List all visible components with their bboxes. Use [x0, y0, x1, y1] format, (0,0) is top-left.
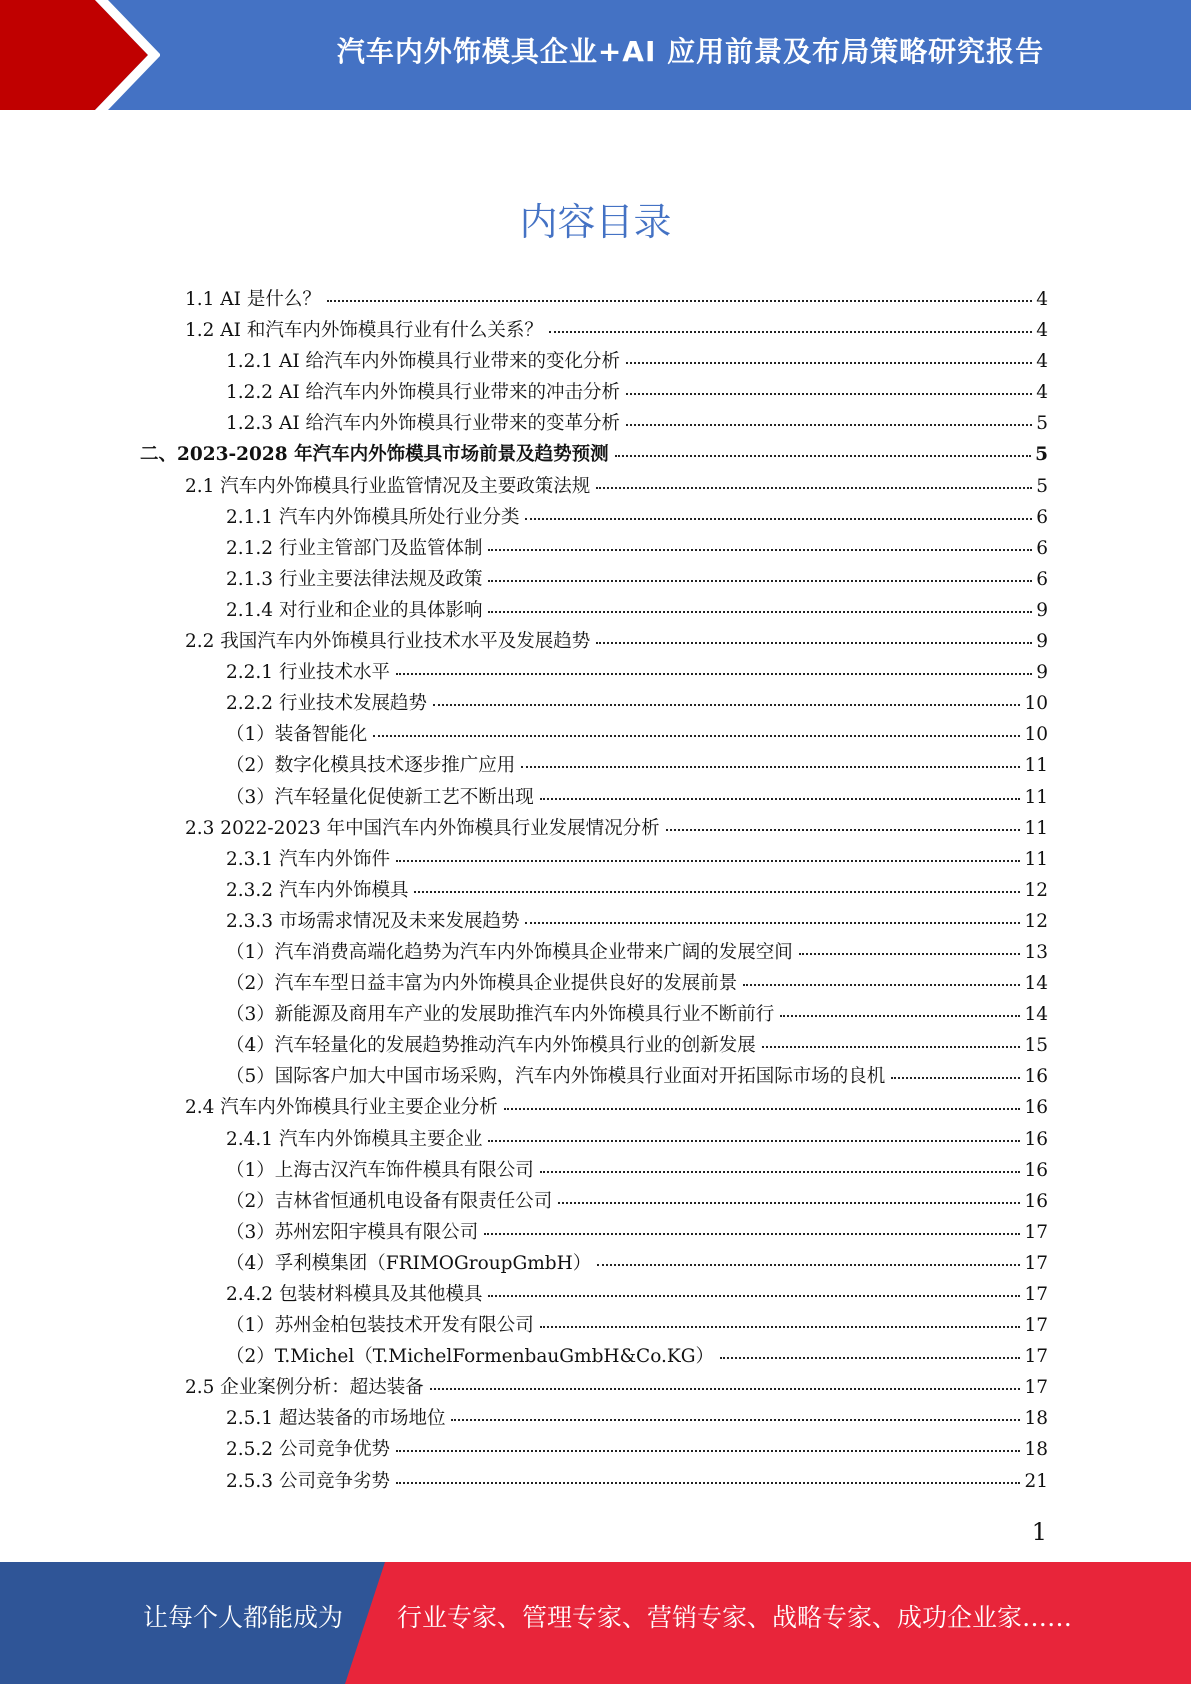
- toc-entry[interactable]: [140, 1435, 1048, 1466]
- toc-entry-title: 2.1.2 行业主管部门及监管体制: [226, 537, 483, 559]
- toc-entry[interactable]: [140, 1187, 1048, 1218]
- toc-entry-title: 2.2.2 行业技术发展趋势: [226, 693, 427, 715]
- toc-entry-page: 11: [1024, 786, 1048, 808]
- toc-entry-page: 11: [1024, 755, 1048, 777]
- toc-entry[interactable]: [140, 938, 1048, 969]
- header-arrow-decoration: [0, 0, 160, 110]
- toc-entry[interactable]: [140, 1249, 1048, 1280]
- table-of-contents: [140, 285, 1048, 1498]
- toc-entry-page: 14: [1024, 1004, 1048, 1026]
- report-title: 汽车内外饰模具企业+AI 应用前景及布局策略研究报告: [336, 35, 1045, 68]
- toc-entry-page: 6: [1036, 506, 1048, 528]
- toc-entry-page: 17: [1024, 1315, 1048, 1337]
- toc-entry-title: （2）T.Michel（T.MichelFormenbauGmbH&Co.KG）: [226, 1346, 714, 1368]
- toc-entry-title: 2.3.1 汽车内外饰件: [226, 848, 390, 870]
- toc-entry-title: （5）国际客户加大中国市场采购，汽车内外饰模具行业面对开拓国际市场的良机: [226, 1066, 886, 1088]
- toc-leader-dots: [521, 766, 1020, 768]
- toc-leader-dots: [891, 1077, 1020, 1079]
- toc-entry-title: （4）孚利模集团（FRIMOGroupGmbH）: [226, 1252, 592, 1274]
- toc-leader-dots: [488, 580, 1032, 582]
- toc-leader-dots: [451, 1419, 1020, 1421]
- toc-entry-page: 17: [1024, 1221, 1048, 1243]
- toc-entry-page: 5: [1036, 413, 1048, 435]
- toc-entry[interactable]: [140, 472, 1048, 503]
- toc-entry-title: 1.2.3 AI 给汽车内外饰模具行业带来的变革分析: [226, 413, 621, 435]
- toc-entry[interactable]: [140, 1093, 1048, 1124]
- toc-entry[interactable]: [140, 783, 1048, 814]
- toc-entry-page: 21: [1024, 1470, 1048, 1492]
- toc-entry[interactable]: [140, 378, 1048, 409]
- toc-leader-dots: [484, 1233, 1020, 1235]
- toc-entry[interactable]: [140, 876, 1048, 907]
- toc-entry-page: 18: [1024, 1408, 1048, 1430]
- toc-entry[interactable]: [140, 409, 1048, 440]
- toc-entry-title: 2.2.1 行业技术水平: [226, 662, 390, 684]
- toc-entry-page: 18: [1024, 1439, 1048, 1461]
- toc-leader-dots: [597, 1264, 1020, 1266]
- toc-entry-page: 9: [1036, 662, 1048, 684]
- toc-entry-page: 10: [1024, 693, 1048, 715]
- toc-entry-title: 1.2 AI 和汽车内外饰模具行业有什么关系？: [185, 320, 543, 342]
- toc-leader-dots: [433, 704, 1020, 706]
- toc-leader-dots: [327, 300, 1032, 302]
- toc-entry-page: 17: [1024, 1284, 1048, 1305]
- toc-entry[interactable]: [140, 845, 1048, 876]
- toc-entry-title: 2.5.1 超达装备的市场地位: [226, 1408, 446, 1430]
- toc-entry-page: 16: [1024, 1159, 1048, 1181]
- toc-entry-title: 1.2.2 AI 给汽车内外饰模具行业带来的冲击分析: [226, 382, 621, 404]
- toc-leader-dots: [488, 1140, 1020, 1142]
- toc-leader-dots: [525, 922, 1020, 924]
- toc-entry-title: 1.1 AI 是什么？: [185, 289, 321, 310]
- toc-leader-dots: [414, 891, 1020, 893]
- toc-leader-dots: [596, 642, 1032, 644]
- toc-entry-page: 11: [1024, 817, 1048, 839]
- toc-entry-title: 2.1.4 对行业和企业的具体影响: [226, 599, 483, 621]
- toc-entry-page: 4: [1036, 320, 1048, 342]
- toc-leader-dots: [596, 487, 1032, 489]
- toc-entry-title: 2.5 企业案例分析：超达装备: [185, 1377, 424, 1399]
- toc-entry[interactable]: [140, 627, 1048, 658]
- toc-entry[interactable]: [140, 969, 1048, 1000]
- toc-leader-dots: [373, 735, 1020, 737]
- toc-leader-dots: [615, 455, 1032, 457]
- toc-leader-dots: [396, 1450, 1020, 1452]
- toc-leader-dots: [720, 1357, 1020, 1359]
- toc-entry[interactable]: [140, 1280, 1048, 1311]
- toc-entry[interactable]: [140, 285, 1048, 316]
- toc-leader-dots: [396, 860, 1020, 862]
- toc-entry[interactable]: [140, 596, 1048, 627]
- toc-entry-title: 2.1.1 汽车内外饰模具所处行业分类: [226, 506, 520, 528]
- toc-leader-dots: [396, 673, 1032, 675]
- footer-slogan-right: 行业专家、管理专家、营销专家、战略专家、成功企业家……: [397, 1603, 1073, 1632]
- toc-leader-dots: [488, 611, 1032, 613]
- toc-entry-title: 2.4 汽车内外饰模具行业主要企业分析: [185, 1097, 498, 1119]
- toc-leader-dots: [626, 424, 1032, 426]
- toc-leader-dots: [430, 1388, 1021, 1390]
- toc-heading: 内容目录: [519, 200, 672, 244]
- toc-entry-page: 4: [1036, 289, 1048, 310]
- toc-entry-page: 5: [1036, 475, 1048, 497]
- toc-entry-title: 2.3.2 汽车内外饰模具: [226, 879, 409, 901]
- toc-leader-dots: [540, 798, 1021, 800]
- toc-leader-dots: [626, 362, 1032, 364]
- toc-entry[interactable]: [140, 534, 1048, 565]
- toc-entry-title: 1.2.1 AI 给汽车内外饰模具行业带来的变化分析: [226, 351, 621, 373]
- toc-entry[interactable]: [140, 720, 1048, 751]
- toc-entry-page: 16: [1024, 1128, 1048, 1150]
- toc-entry-page: 4: [1036, 382, 1048, 404]
- toc-entry-title: 2.2 我国汽车内外饰模具行业技术水平及发展趋势: [185, 631, 591, 653]
- toc-entry[interactable]: [140, 503, 1048, 534]
- toc-entry-page: 15: [1024, 1035, 1048, 1057]
- toc-entry[interactable]: [140, 440, 1048, 471]
- toc-entry-title: （2）吉林省恒通机电设备有限责任公司: [226, 1190, 553, 1212]
- toc-entry-title: （1）苏州金柏包装技术开发有限公司: [226, 1315, 534, 1337]
- toc-leader-dots: [780, 1015, 1020, 1017]
- toc-leader-dots: [488, 549, 1032, 551]
- toc-entry-title: 2.1 汽车内外饰模具行业监管情况及主要政策法规: [185, 475, 591, 497]
- toc-leader-dots: [799, 953, 1021, 955]
- toc-entry-page: 11: [1024, 848, 1048, 870]
- toc-entry-page: 16: [1024, 1190, 1048, 1212]
- toc-leader-dots: [549, 331, 1032, 333]
- toc-entry[interactable]: [140, 1373, 1048, 1404]
- toc-entry-title: 2.3.3 市场需求情况及未来发展趋势: [226, 910, 520, 932]
- toc-leader-dots: [396, 1482, 1020, 1484]
- toc-entry-page: 6: [1036, 537, 1048, 559]
- toc-entry[interactable]: [140, 658, 1048, 689]
- toc-entry-page: 6: [1036, 568, 1048, 590]
- toc-entry-page: 17: [1024, 1346, 1048, 1368]
- toc-entry-page: 5: [1035, 444, 1048, 466]
- toc-entry-title: 2.5.2 公司竞争优势: [226, 1439, 390, 1461]
- toc-leader-dots: [762, 1046, 1021, 1048]
- toc-entry[interactable]: [140, 1125, 1048, 1156]
- toc-entry[interactable]: [140, 1342, 1048, 1373]
- toc-entry[interactable]: [140, 1156, 1048, 1187]
- toc-entry-page: 9: [1036, 631, 1048, 653]
- toc-entry-title: （1）装备智能化: [226, 724, 368, 746]
- toc-entry[interactable]: [140, 347, 1048, 378]
- toc-entry-page: 16: [1024, 1097, 1048, 1119]
- toc-leader-dots: [743, 984, 1020, 986]
- toc-entry[interactable]: [140, 1311, 1048, 1342]
- toc-entry-title: 2.5.3 公司竞争劣势: [226, 1470, 390, 1492]
- toc-entry-title: （4）汽车轻量化的发展趋势推动汽车内外饰模具行业的创新发展: [226, 1035, 756, 1057]
- toc-entry-page: 13: [1024, 941, 1048, 963]
- toc-entry-page: 10: [1024, 724, 1048, 746]
- footer-slogan-left: 让每个人都能成为: [143, 1603, 344, 1632]
- page-header: [0, 0, 1191, 110]
- toc-entry[interactable]: [140, 1467, 1048, 1498]
- toc-leader-dots: [504, 1108, 1021, 1110]
- toc-entry[interactable]: [140, 1404, 1048, 1435]
- toc-leader-dots: [540, 1326, 1021, 1328]
- toc-entry-page: 9: [1036, 599, 1048, 621]
- toc-entry-page: 14: [1024, 973, 1048, 995]
- toc-entry-title: （1）上海古汉汽车饰件模具有限公司: [226, 1159, 534, 1181]
- page-footer: [0, 1562, 1191, 1684]
- toc-entry-page: 17: [1024, 1252, 1048, 1274]
- toc-entry[interactable]: [140, 316, 1048, 347]
- toc-entry-page: 17: [1024, 1377, 1048, 1399]
- toc-entry-title: （3）苏州宏阳宇模具有限公司: [226, 1221, 479, 1243]
- toc-entry-page: 12: [1024, 910, 1048, 932]
- toc-entry[interactable]: [140, 907, 1048, 938]
- page-number: 1: [1031, 1518, 1047, 1546]
- toc-entry-title: （3）汽车轻量化促使新工艺不断出现: [226, 786, 534, 808]
- toc-entry[interactable]: [140, 1218, 1048, 1249]
- toc-entry[interactable]: [140, 751, 1048, 782]
- toc-entry-page: 12: [1024, 879, 1048, 901]
- toc-leader-dots: [540, 1171, 1021, 1173]
- toc-leader-dots: [488, 1295, 1020, 1297]
- toc-leader-dots: [525, 518, 1032, 520]
- toc-leader-dots: [558, 1202, 1020, 1204]
- toc-entry[interactable]: [140, 1000, 1048, 1031]
- toc-entry-page: 4: [1036, 351, 1048, 373]
- toc-entry-title: 二、2023-2028 年汽车内外饰模具市场前景及趋势预测: [140, 444, 609, 466]
- toc-leader-dots: [626, 393, 1032, 395]
- toc-entry-title: 2.4.2 包装材料模具及其他模具: [226, 1284, 483, 1305]
- toc-leader-dots: [666, 829, 1021, 831]
- toc-entry-title: 2.1.3 行业主要法律法规及政策: [226, 568, 483, 590]
- toc-entry[interactable]: [140, 565, 1048, 596]
- toc-entry-title: 2.3 2022-2023 年中国汽车内外饰模具行业发展情况分析: [185, 817, 660, 839]
- toc-entry-title: （3）新能源及商用车产业的发展助推汽车内外饰模具行业不断前行: [226, 1004, 775, 1026]
- toc-entry[interactable]: [140, 814, 1048, 845]
- toc-entry-title: （1）汽车消费高端化趋势为汽车内外饰模具企业带来广阔的发展空间: [226, 941, 793, 963]
- toc-entry-title: （2）汽车车型日益丰富为内外饰模具企业提供良好的发展前景: [226, 973, 738, 995]
- toc-entry-page: 16: [1024, 1066, 1048, 1088]
- toc-entry[interactable]: [140, 1031, 1048, 1062]
- toc-entry[interactable]: [140, 689, 1048, 720]
- toc-entry[interactable]: [140, 1062, 1048, 1093]
- toc-entry-title: 2.4.1 汽车内外饰模具主要企业: [226, 1128, 483, 1150]
- toc-entry-title: （2）数字化模具技术逐步推广应用: [226, 755, 516, 777]
